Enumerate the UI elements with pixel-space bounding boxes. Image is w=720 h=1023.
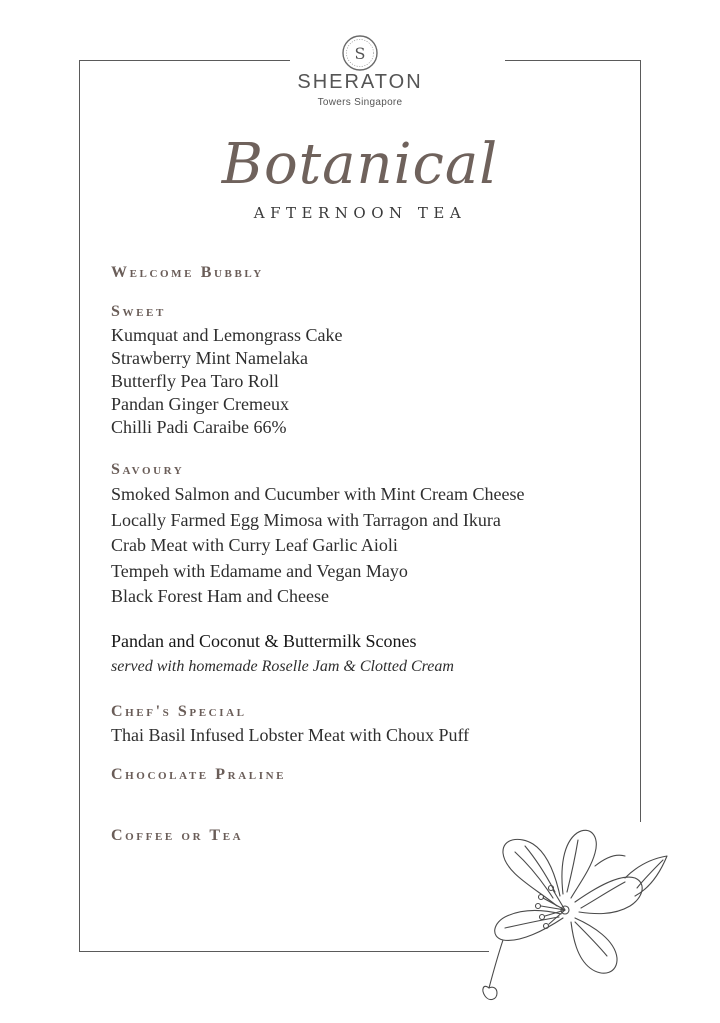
frame-bottom-line [79,951,489,952]
savoury-item: Black Forest Ham and Cheese [111,586,329,606]
sweet-item: Pandan Ginger Cremeux [111,394,289,414]
savoury-item: Smoked Salmon and Cucumber with Mint Cream Cheese [111,484,525,504]
sweet-item: Strawberry Mint Namelaka [111,348,308,368]
brand-location: Towers Singapore [317,97,403,108]
section-sweet-heading: Sweet [111,303,166,320]
sweet-item: Butterfly Pea Taro Roll [111,371,279,391]
frame-top-right-line [505,60,641,61]
subtitle: AFTERNOON TEA [253,204,467,222]
section-savoury-heading: Savoury [111,461,185,478]
savoury-item: Locally Farmed Egg Mimosa with Tarragon and Ikura [111,510,501,530]
scones-title: Pandan and Coconut & Buttermilk Scones [111,631,417,651]
brand-name: SHERATON [297,71,423,93]
frame-top-left-line [79,60,290,61]
sweet-item: Chilli Padi Caraibe 66% [111,417,287,437]
savoury-item: Tempeh with Edamame and Vegan Mayo [111,561,408,581]
svg-text:S: S [354,44,366,63]
section-chocolate: Chocolate Praline [111,766,287,783]
section-chefs-special-heading: Chef's Special [111,703,247,720]
flower-illustration-icon [475,818,670,1008]
sheraton-logo-icon [341,34,379,72]
section-drinks: Coffee or Tea [111,827,244,844]
sweet-item: Kumquat and Lemongrass Cake [111,325,343,345]
scones-note: served with homemade Roselle Jam & Clotted Cream [111,658,454,675]
savoury-item: Crab Meat with Curry Leaf Garlic Aioli [111,535,398,555]
script-title: Botanical [221,132,499,197]
chefs-special-item: Thai Basil Infused Lobster Meat with Choux Puff [111,725,470,745]
section-welcome: Welcome Bubbly [111,264,264,281]
